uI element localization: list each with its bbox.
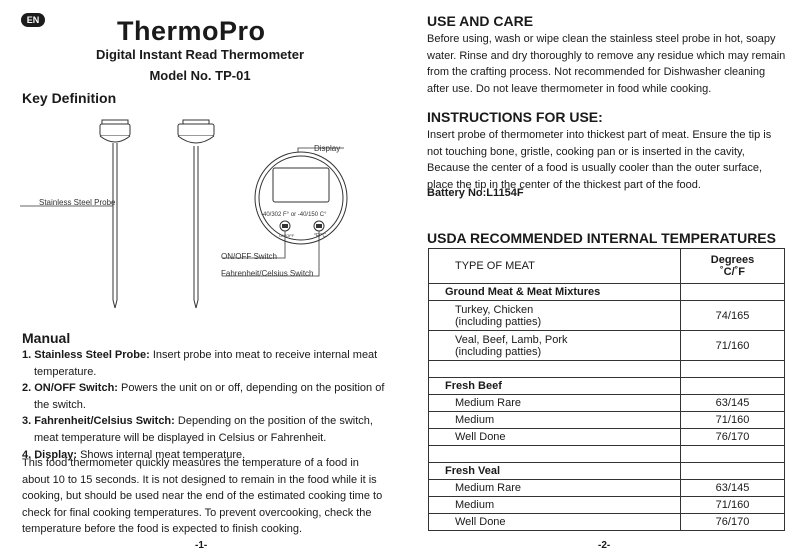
thermometer-front-view bbox=[178, 120, 214, 308]
header-degrees: Degrees ˚C/˚F bbox=[681, 249, 785, 284]
manual-item: 4. Display: Shows internal meat temperature. bbox=[22, 448, 246, 461]
model-number: Model No. TP-01 bbox=[149, 68, 251, 83]
table-row bbox=[429, 395, 785, 412]
meat-type: Well Done bbox=[429, 514, 681, 531]
temperature-value bbox=[681, 284, 785, 301]
thermometer-face bbox=[255, 152, 347, 244]
meat-type: Well Done bbox=[429, 429, 681, 446]
display-label: Display bbox=[314, 144, 341, 153]
temperature-value bbox=[681, 446, 785, 463]
table-row bbox=[429, 446, 785, 463]
use-care-text: Before using, wash or wipe clean the stainless steel probe in hot, soapy water. Rinse and dry thoroughly to remove any residue which may remain from the crafting process. Not recommended for Dishwasher cleaning after use. Do not leave thermometer in food while cooking. bbox=[427, 33, 786, 95]
table-row bbox=[429, 514, 785, 531]
meat-type: Medium bbox=[429, 497, 681, 514]
manual-item: 2. ON/OFF Switch: Powers the unit on or off, depending on the position of the switch. bbox=[22, 382, 385, 411]
manual-item: 3. Fahrenheit/Celsius Switch: Depending on the position of the switch, meat temperature will be displayed in Celsius or Fahrenheit. bbox=[22, 415, 373, 444]
use-care-heading: USE AND CARE bbox=[427, 13, 534, 29]
table-row bbox=[429, 361, 785, 378]
manual-list bbox=[22, 347, 387, 463]
document-title bbox=[0, 46, 400, 85]
instructions-heading: INSTRUCTIONS FOR USE: bbox=[427, 109, 603, 125]
section-title: Ground Meat & Meat Mixtures bbox=[429, 284, 681, 301]
onoff-label: ON/OFF Switch bbox=[221, 252, 278, 261]
onoff-button-text: ON/OFF bbox=[279, 233, 295, 238]
page-number-2: -2- bbox=[598, 540, 611, 551]
table-row bbox=[429, 378, 785, 395]
meat-type: Medium Rare bbox=[429, 395, 681, 412]
page-number-1: -1- bbox=[195, 540, 208, 551]
table-row bbox=[429, 301, 785, 331]
table-row bbox=[429, 284, 785, 301]
meat-type: Medium Rare bbox=[429, 480, 681, 497]
onoff-switch-icon bbox=[282, 224, 288, 228]
battery-number: Battery No:L1154F bbox=[427, 187, 524, 199]
temperature-value bbox=[681, 361, 785, 378]
table-row bbox=[429, 412, 785, 429]
temperature-value bbox=[681, 463, 785, 480]
table-header-row bbox=[429, 249, 785, 284]
meat-type: Medium bbox=[429, 412, 681, 429]
table-row bbox=[429, 331, 785, 361]
range-label: -40/302 F° or -40/150 C° bbox=[261, 212, 327, 218]
temperature-value: 76/170 bbox=[681, 429, 785, 446]
meat-type bbox=[429, 361, 681, 378]
table-row bbox=[429, 497, 785, 514]
fc-button-text: °F/°C bbox=[314, 233, 327, 239]
fc-switch-icon bbox=[316, 224, 322, 228]
product-title: Digital Instant Read Thermometer bbox=[95, 47, 305, 62]
temperature-value: 71/160 bbox=[681, 331, 785, 361]
usda-heading: USDA RECOMMENDED INTERNAL TEMPERATURES bbox=[427, 230, 776, 246]
temperature-value: 71/160 bbox=[681, 497, 785, 514]
section-title: Fresh Veal bbox=[429, 463, 681, 480]
temperature-value: 63/145 bbox=[681, 480, 785, 497]
meat-type: Turkey, Chicken (including patties) bbox=[429, 301, 681, 331]
brand-text: ThermoPro bbox=[117, 16, 266, 46]
temperature-value: 74/165 bbox=[681, 301, 785, 331]
temperature-value bbox=[681, 378, 785, 395]
thermometer-side-view bbox=[100, 120, 130, 308]
manual-item: 1. Stainless Steel Probe: Insert probe into meat to receive internal meat temperature. bbox=[22, 349, 378, 378]
table-row bbox=[429, 429, 785, 446]
fc-label: Fahrenheit/Celsius Switch bbox=[221, 269, 314, 278]
temperature-value: 71/160 bbox=[681, 412, 785, 429]
temperature-value: 63/145 bbox=[681, 395, 785, 412]
table-row bbox=[429, 480, 785, 497]
section-title: Fresh Beef bbox=[429, 378, 681, 395]
temperature-value: 76/170 bbox=[681, 514, 785, 531]
meat-type bbox=[429, 446, 681, 463]
language-badge: EN bbox=[21, 13, 45, 27]
header-type: TYPE OF MEAT bbox=[429, 249, 681, 284]
manual-heading: Manual bbox=[22, 330, 71, 346]
probe-label: Stainless Steel Probe bbox=[39, 198, 116, 207]
manual-paragraph: This food thermometer quickly measures the temperature of a food in about 10 to 15 seconds. It is not designed to remain in the food while it is cooking, but should be used near the end of the estimated cooking time to check for final cooking temperatures. To prevent overcooking, check the temperature before the food is expected to finish cooking. bbox=[22, 457, 383, 535]
key-definition-heading: Key Definition bbox=[22, 90, 117, 106]
instructions-text: Insert probe of thermometer into thickest part of meat. Ensure the tip is not touching bone, gristle, cooking pan or is inserted in the cavity, Because the center of a food is usually cooler than the outer surface, place the tip in the center of the thickest part of the food. bbox=[427, 129, 772, 191]
meat-type: Veal, Beef, Lamb, Pork (including patties) bbox=[429, 331, 681, 361]
brand-logo bbox=[117, 16, 266, 47]
table-row bbox=[429, 463, 785, 480]
temperature-table bbox=[428, 248, 785, 531]
